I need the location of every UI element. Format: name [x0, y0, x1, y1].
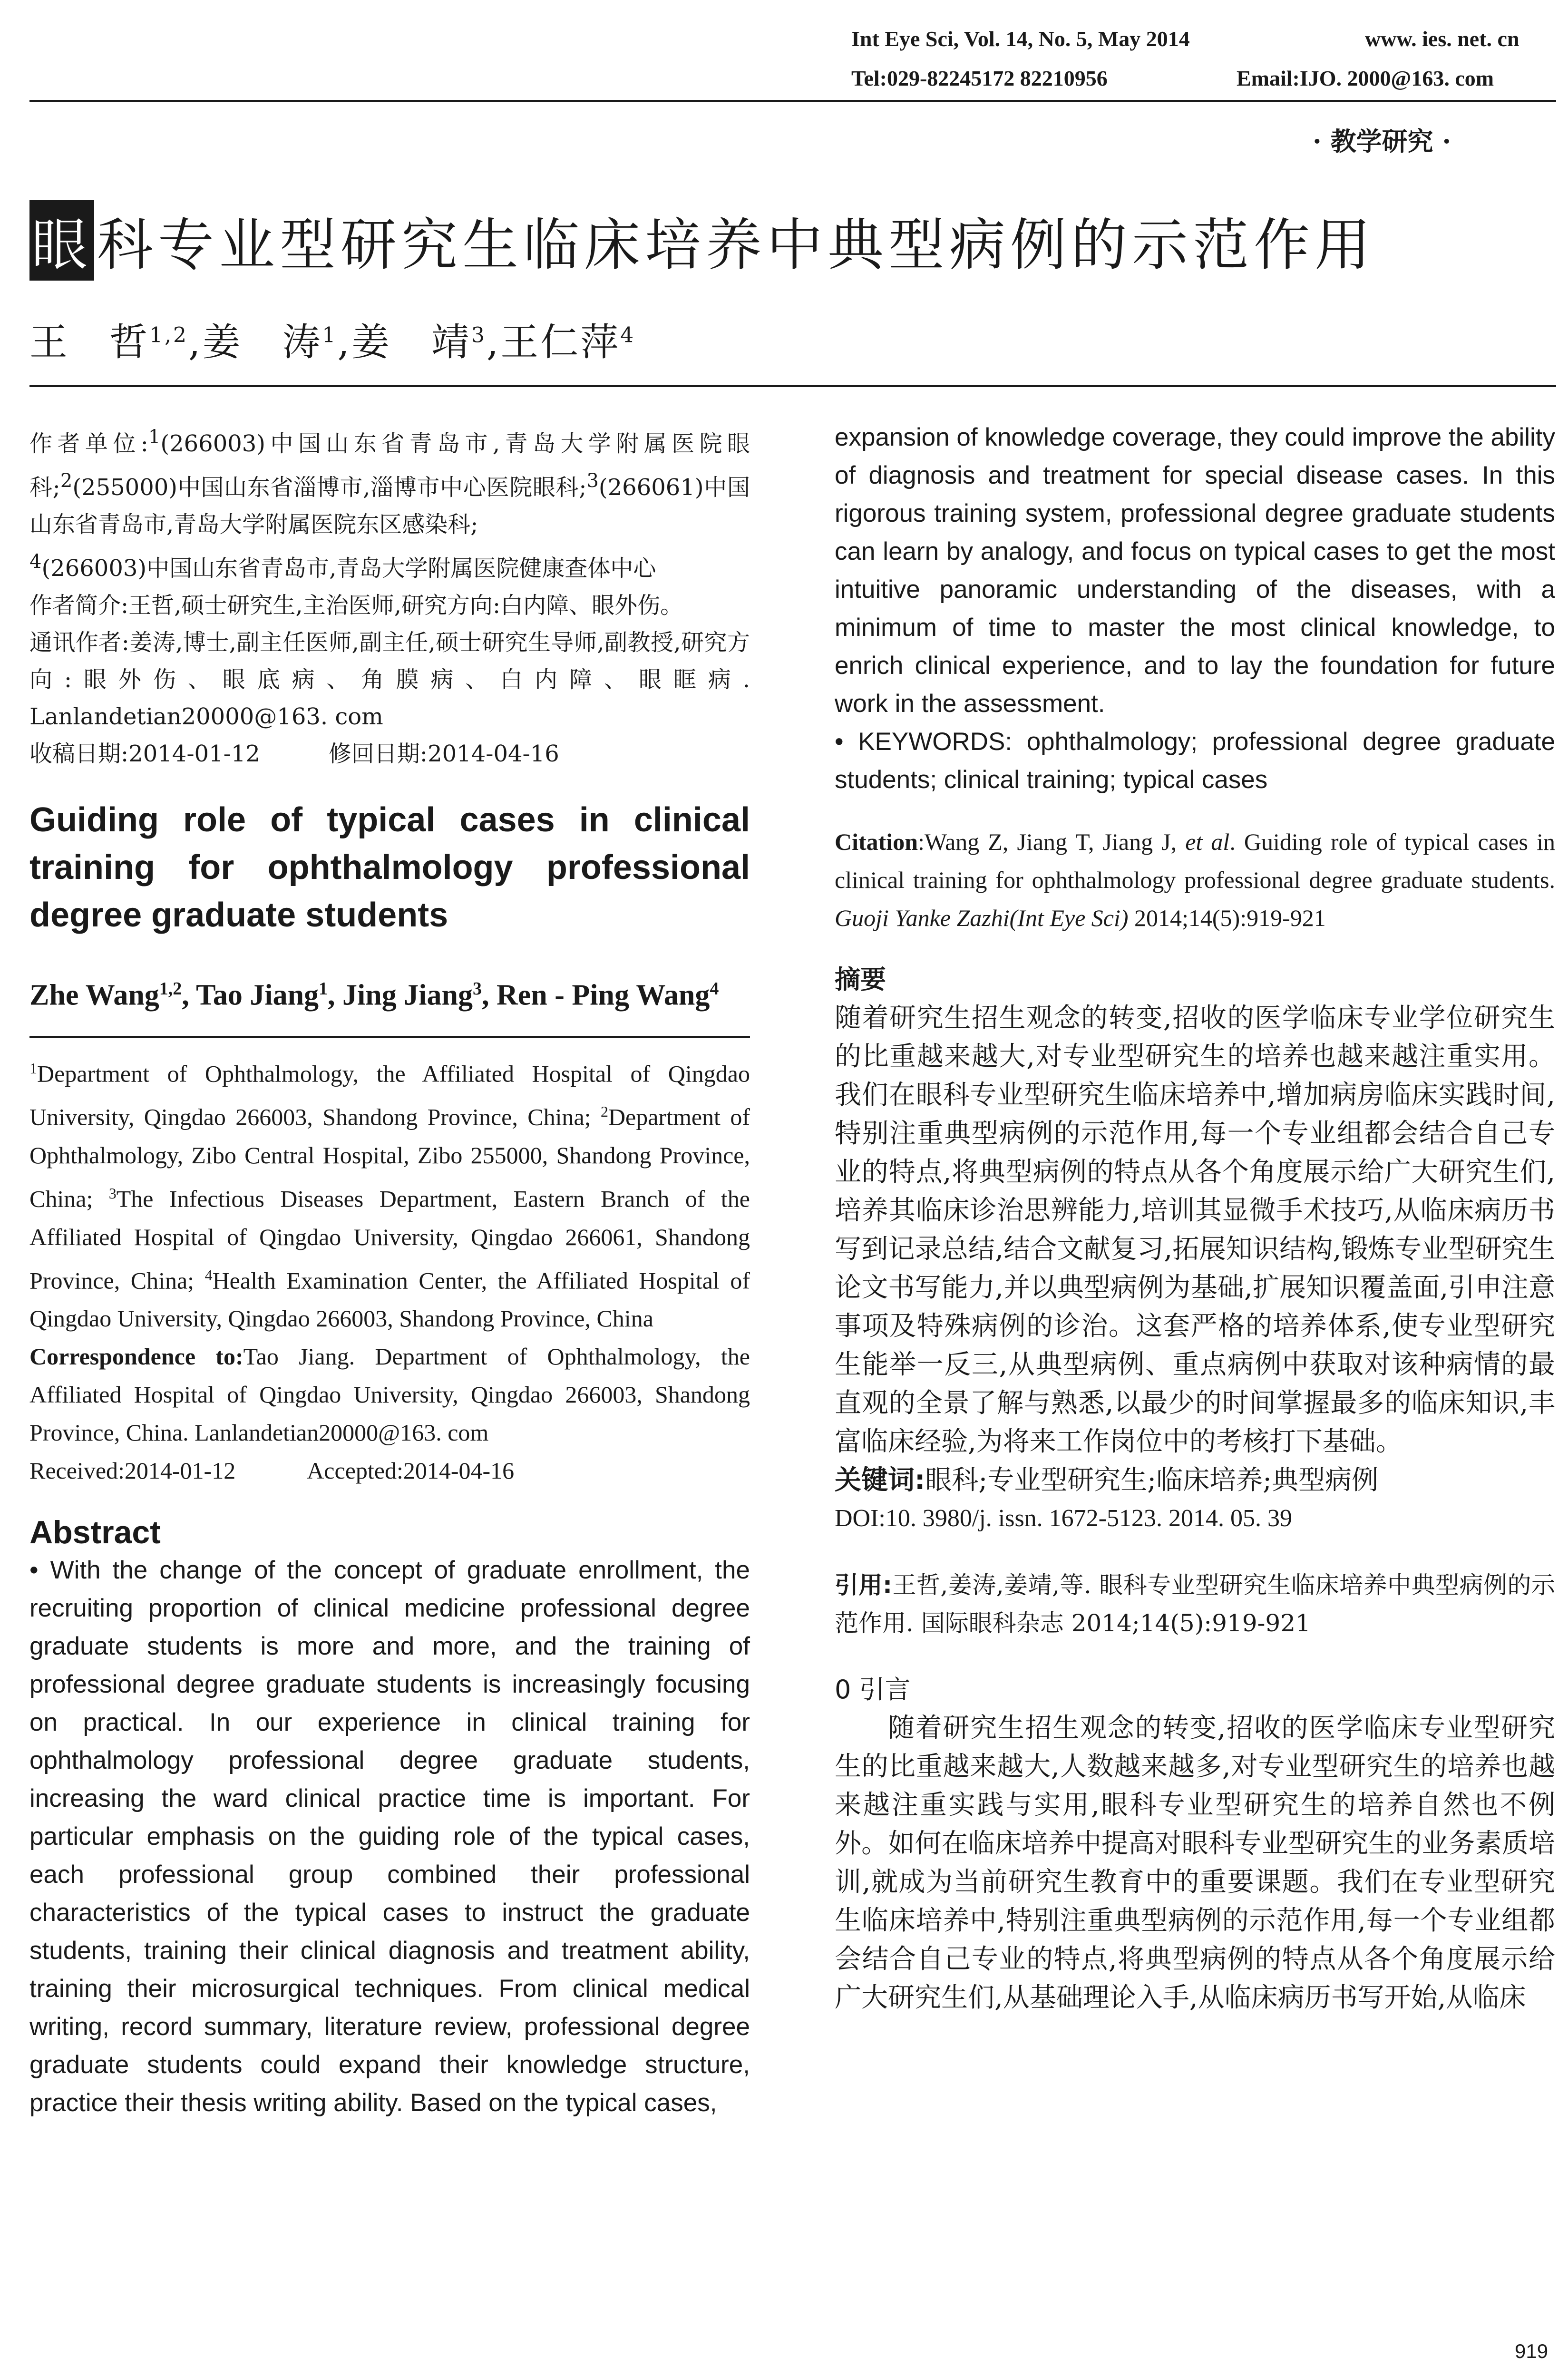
author-sup: 1,2: [149, 323, 188, 348]
units-prefix: 作者单位:: [29, 430, 148, 457]
author-cn: ,王仁萍: [486, 320, 621, 364]
unit-sup: 1: [148, 426, 161, 448]
author-sup: 4: [620, 323, 636, 348]
header-rule: [29, 100, 1556, 102]
unit-text: (255000)中国山东省淄博市,淄博市中心医院眼科;: [72, 474, 587, 501]
author-en: , Ren - Ping Wang: [481, 979, 710, 1012]
citation-text: :Wang Z, Jiang T, Jiang J,: [918, 828, 1186, 855]
journal-email: Email:IJO. 2000@163. com: [1237, 66, 1494, 90]
page-number: 919: [1515, 2340, 1549, 2362]
journal-website: www. ies. net. cn: [1365, 27, 1519, 51]
title-rule: [29, 385, 1556, 387]
citation-cn-text: 王哲,姜涛,姜靖,等. 眼科专业型研究生临床培养中典型病例的示范作用. 国际眼科杂志 2014;14(5):919-921: [835, 1571, 1555, 1637]
section-tag: · 教学研究 ·: [1313, 126, 1451, 156]
citation-etal: et al: [1185, 828, 1230, 855]
keywords-cn-text: 眼科;专业型研究生;临床培养;典型病例: [925, 1465, 1379, 1496]
correspondence-en: [29, 1337, 750, 1452]
author-units: [29, 419, 750, 587]
aff-sup: 4: [205, 1266, 213, 1284]
author-en: , Jing Jiang: [328, 979, 473, 1012]
journal-tel: Tel:029-82245172 82210956: [851, 66, 1108, 90]
authors-cn: [29, 312, 635, 366]
author-sup: 4: [710, 979, 719, 999]
doi: DOI:10. 3980/j. issn. 1672-5123. 2014. 05. 39: [835, 1505, 1292, 1532]
page-title: [29, 200, 1375, 281]
abstract-continued: expansion of knowledge coverage, they could improve the ability of diagnosis and treatment for special disease cases. In this rigorous training system, professional degree graduate students can learn by analogy, and focus on typical cases to get the most intuitive panoramic understanding of the diseases, with a minimum of time to master the most clinical knowledge, to enrich clinical experience, and to lay the foundation for future work in the assessment.: [835, 423, 1555, 718]
keywords-cn: [835, 1461, 1555, 1500]
aff-text: Department of Ophthalmology, Zibo Central Hospital, Zibo 255000, Shandong Province, China;: [29, 1103, 750, 1212]
unit-sup: 2: [60, 470, 73, 492]
abstract-heading: Abstract: [29, 1514, 161, 1551]
author-bio: 作者简介:王哲,硕士研究生,主治医师,研究方向:白内障、眼外伤。: [29, 592, 683, 619]
journal-info: Int Eye Sci, Vol. 14, No. 5, May 2014: [851, 27, 1190, 51]
unit-text: (266061)中国山东省青岛市,青岛大学附属医院东区感染科;: [29, 474, 750, 538]
authors-en: [29, 967, 750, 1017]
author-sup: 3: [471, 323, 487, 348]
unit-text: (266003)中国山东省青岛市,青岛大学附属医院眼科;: [29, 430, 750, 501]
title-rest: 科专业型研究生临床培养中典型病例的示范作用: [97, 212, 1376, 278]
citation-en: [835, 823, 1555, 937]
author-cn: ,姜 靖: [337, 320, 471, 364]
unit-sup: 3: [586, 470, 599, 492]
dates-en: Received:2014-01-12 Accepted:2014-04-16: [29, 1457, 515, 1484]
aff-sup: 1: [29, 1059, 37, 1077]
aff-text: The Infectious Diseases Department, Eastern Branch of the Affiliated Hospital of Qingdao University, Qingdao 266061, Shandong Province, China;: [29, 1185, 750, 1294]
author-sup: 1: [322, 323, 338, 348]
aff-sup: 3: [108, 1184, 117, 1202]
author-cn: 王 哲: [29, 320, 149, 364]
abstract-body: • With the change of the concept of graduate enrollment, the recruiting proportion of clinical medicine professional degree graduate students is more and more, and the training of professional degree graduate students is increasingly focusing on practical. In our experience in clinical training for ophthalmology professional degree graduate students, increasing the ward clinical practice time is important. For particular emphasis on the guiding role of the typical cases, each professional group combined their professional characteristics of the typical cases to instruct the graduate students, training their clinical diagnosis and treatment ability, training their microsurgical techniques. From clinical medical writing, record summary, literature review, professional degree graduate students could expand their knowledge structure, practice their thesis writing ability. Based on the typical cases,: [29, 1556, 750, 2117]
title-en: Guiding role of typical cases in clinical training for ophthalmology professional degree graduate students: [29, 801, 750, 934]
affiliations-en: [29, 1049, 750, 1338]
intro-body: 随着研究生招生观念的转变,招收的医学临床专业型研究生的比重越来越大,人数越来越多,对专业型研究生的培养也越来越注重实践与实用,眼科专业型研究生的培养自然也不例外。如何在临床培养中提高对眼科专业型研究生的业务素质培训,就成为当前研究生教育中的重要课题。我们在专业型研究生临床培养中,特别注重典型病例的示范作用,每一个专业组都会结合自己专业的特点,将典型病例的特点从各个角度展示给广大研究生们,从基础理论入手,从临床病历书写开始,从临床: [835, 1713, 1555, 2013]
citation-text: . Guiding role of typical cases in clinical training for ophthalmology professional degree graduate students.: [835, 828, 1555, 893]
author-en: Zhe Wang: [29, 979, 159, 1012]
aff-text: Department of Ophthalmology, the Affiliated Hospital of Qingdao University, Qingdao 266003, Shandong Province, China;: [29, 1060, 750, 1130]
right-column: [835, 419, 1555, 2017]
correspondence-text: Tao Jiang. Department of Ophthalmology, the Affiliated Hospital of Qingdao University, Qingdao 266003, Shandong Province, China. Lanlandetian20000@163. com: [29, 1343, 750, 1446]
unit-text: (266003)中国山东省青岛市,青岛大学附属医院健康查体中心: [41, 555, 656, 582]
title-first-char: 眼: [29, 200, 94, 281]
author-en: , Tao Jiang: [182, 979, 319, 1012]
author-sup: 1,2: [159, 979, 182, 999]
abstract-cn-body: 随着研究生招生观念的转变,招收的医学临床专业学位研究生的比重越来越大,对专业型研究生的培养也越来越注重实用。我们在眼科专业型研究生临床培养中,增加病房临床实践时间,特别注重典型病例的示范作用,每一个专业组都会结合自己专业的特点,将典型病例的特点从各个角度展示给广大研究生们,培养其临床诊治思辨能力,培训其显微手术技巧,从临床病历书写到记录总结,结合文献复习,拓展知识结构,锻炼专业型研究生论文书写能力,并以典型病例为基础,扩展知识覆盖面,引申注意事项及特殊病例的诊治。这套严格的培养体系,使专业型研究生能举一反三,从典型病例、重点病例中获取对该种病情的最直观的全景了解与熟悉,以最少的时间掌握最多的临床知识,丰富临床经验,为将来工作岗位中的考核打下基础。: [835, 1003, 1555, 1457]
correspondence-label: Correspondence to:: [29, 1343, 243, 1370]
citation-text: 2014;14(5):919-921: [1128, 905, 1326, 931]
citation-label: Citation: [835, 828, 918, 855]
author-sup: 3: [472, 979, 482, 999]
author-sup: 1: [319, 979, 328, 999]
author-cn: ,姜 涛: [188, 320, 322, 364]
keywords-en: • KEYWORDS: ophthalmology; professional degree graduate students; clinical training; typical cases: [835, 728, 1555, 794]
citation-cn: [835, 1566, 1555, 1642]
unit-sup: 4: [29, 551, 42, 573]
intro-heading: 0 引言: [835, 1675, 911, 1705]
left-column: [29, 419, 750, 2122]
citation-journal: Guoji Yanke Zazhi(Int Eye Sci): [835, 905, 1129, 931]
correspondence-cn: 通讯作者:姜涛,博士,副主任医师,副主任,硕士研究生导师,副教授,研究方向:眼外伤、眼底病、角膜病、白内障、眼眶病. Lanlandetian20000@163. com: [29, 629, 750, 730]
keywords-cn-label: 关键词:: [835, 1465, 925, 1496]
abstract-cn-heading: 摘要: [835, 964, 886, 994]
citation-cn-label: 引用:: [835, 1571, 892, 1599]
aff-sup: 2: [600, 1103, 608, 1120]
aff-text: Health Examination Center, the Affiliated Hospital of Qingdao University, Qingdao 266003, Shandong Province, China: [29, 1267, 750, 1332]
dates-cn: 收稿日期:2014-01-12 修回日期:2014-04-16: [29, 740, 559, 767]
